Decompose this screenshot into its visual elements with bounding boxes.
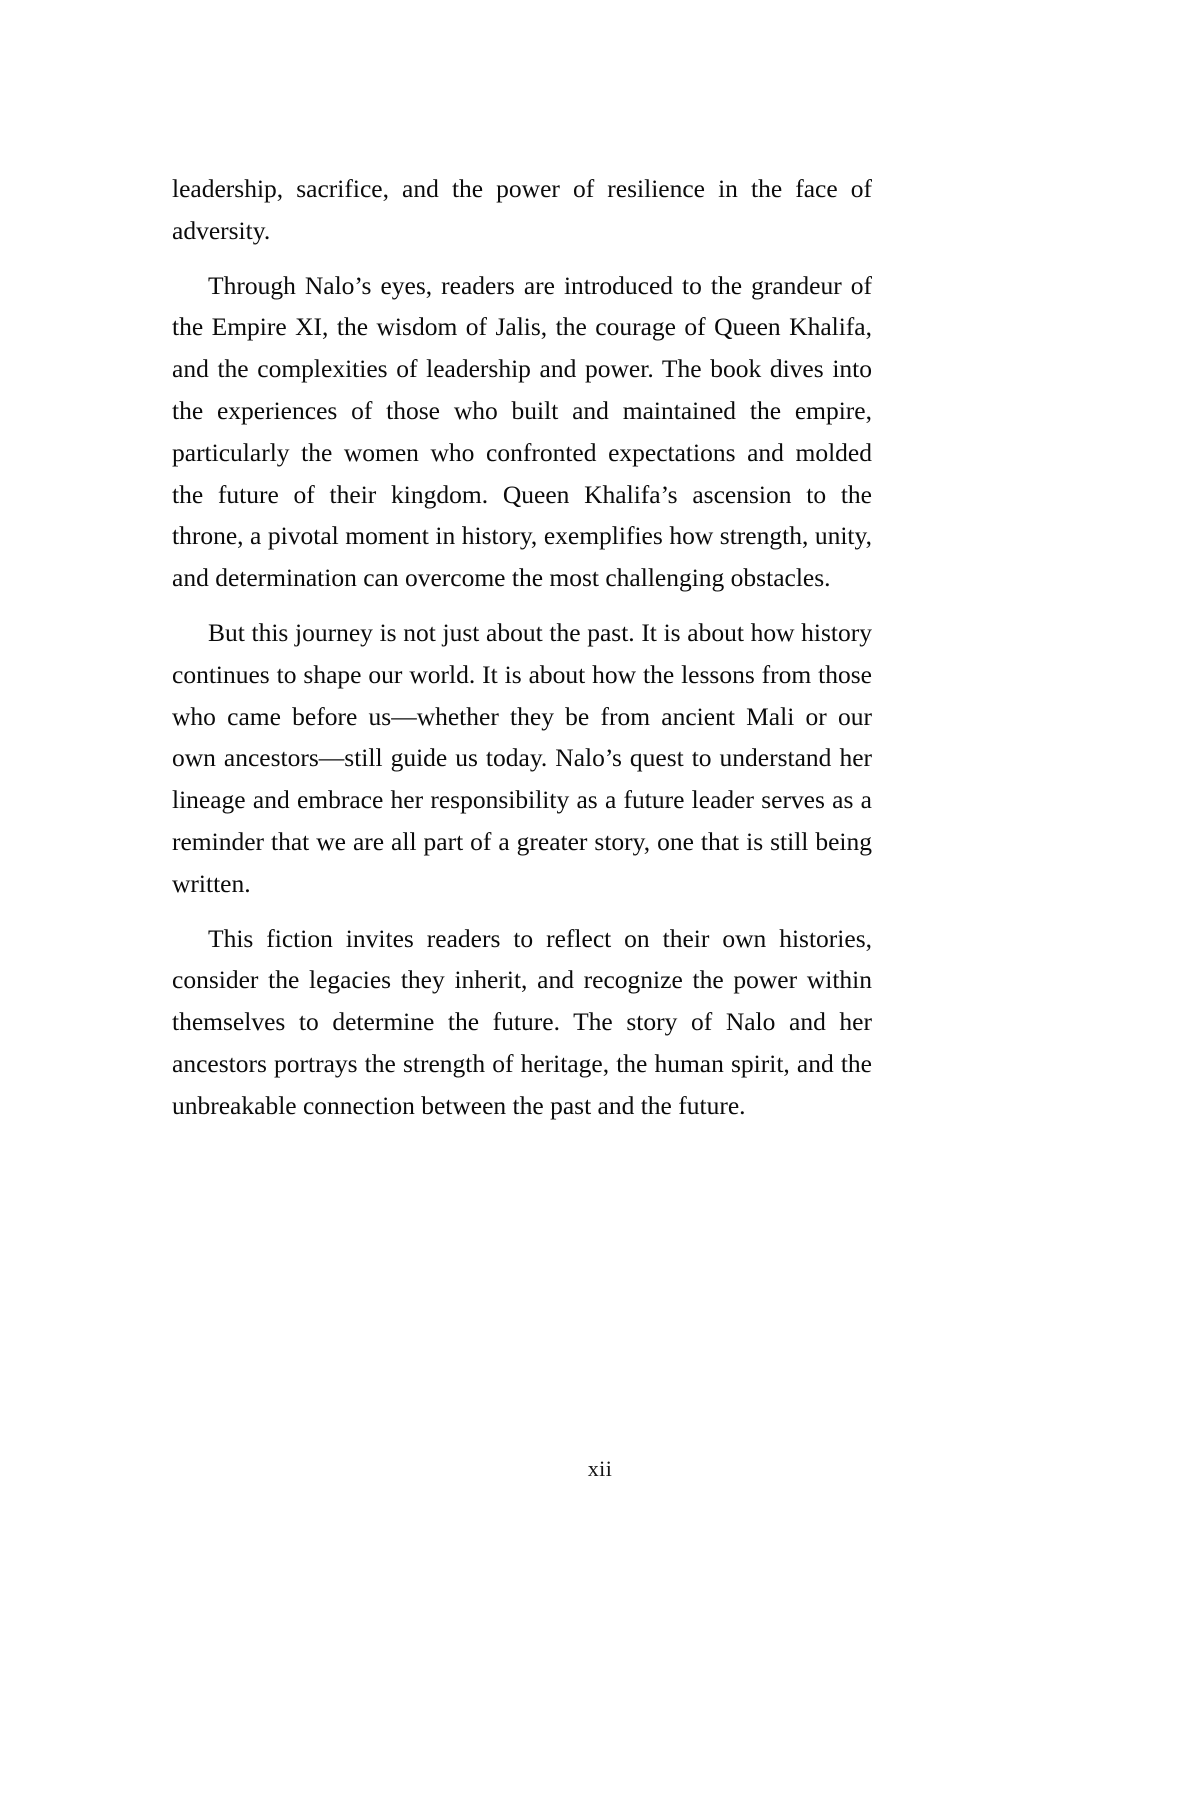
paragraph-continued: leadership, sacrifice, and the power of resilience in the face of adversity. [172,174,872,245]
page-text-block [172,168,872,1127]
paragraph-this-fiction-invites: This fiction invites readers to reflect on their own histories, consider the legacies they inherit, and recognize the power within themselves to determine the future. The story of Nalo and her ancestors portrays the strength of heritage, the human spirit, and the unbreakable connection between the past and the future. [172,923,872,1120]
paragraph-through-nalos-eyes: Through Nalo’s eyes, readers are introduced to the grandeur of the Empire XI, the wisdom of Jalis, the courage of Queen Khalifa, and the complexities of leadership and power. The book dives into the experiences of those who built and maintained the empire, particularly the women who confronted expectations and molded the future of their kingdom. Queen Khalifa’s ascension to the throne, a pivotal moment in history, exemplifies how strength, unity, and determination can overcome the most challenging obstacles. [172,270,872,593]
page-number: xii [587,1456,613,1481]
paragraph-but-this-journey: But this journey is not just about the past. It is about how history continues to shape our world. It is about how the lessons from those who came before us—whether they be from ancient Mali or our own ancestors—still guide us today. Nalo’s quest to understand her lineage and embrace her responsibility as a future leader serves as a reminder that we are all part of a greater story, one that is still being written. [172,617,872,898]
